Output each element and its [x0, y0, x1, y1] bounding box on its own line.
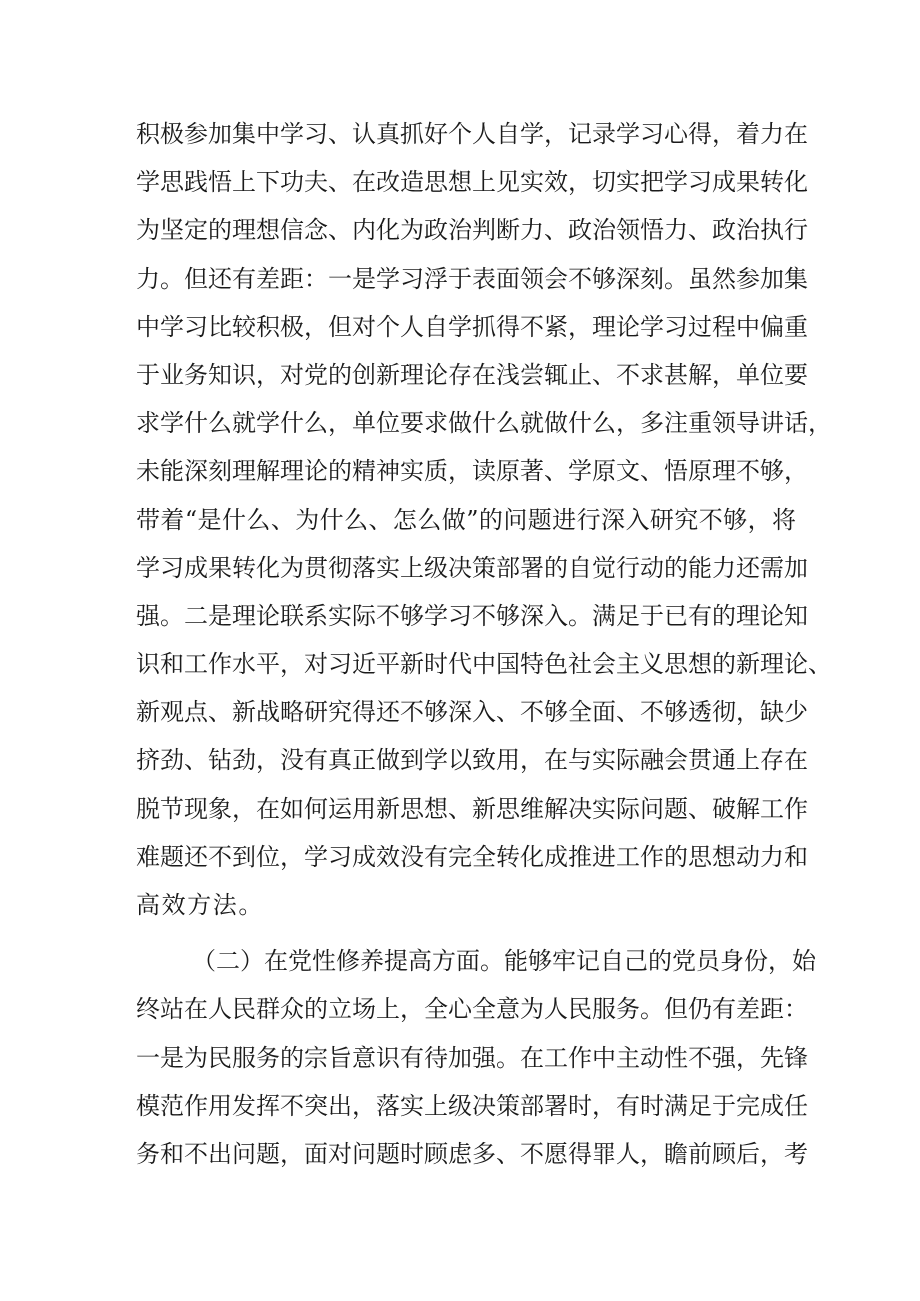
text-line: 带着“是什么、为什么、怎么做”的问题进行深入研究不够，将 [136, 505, 796, 534]
text-line: 学思践悟上下功夫、在改造思想上见实效，切实把学习成果转化 [136, 168, 808, 197]
text-line: 求学什么就学什么，单位要求做什么就做什么，多注重领导讲话， [136, 409, 832, 438]
paragraph-1 [136, 110, 832, 929]
document-body [136, 110, 832, 1178]
text-line: 脱节现象，在如何运用新思想、新思维解决实际问题、破解工作 [136, 794, 808, 823]
text-line: 学习成果转化为贯彻落实上级决策部署的自觉行动的能力还需加 [136, 553, 808, 582]
text-line: 力。但还有差距：一是学习浮于表面领会不够深刻。虽然参加集 [136, 264, 808, 293]
text-line: 高效方法。 [136, 891, 264, 919]
text-line: 挤劲、钻劲，没有真正做到学以致用，在与实际融会贯通上存在 [136, 746, 808, 775]
text-line: 务和不出问题，面对问题时顾虑多、不愿得罪人，瞻前顾后，考 [136, 1139, 808, 1168]
paragraph-gap [136, 929, 796, 937]
text-line: 难题还不到位，学习成效没有完全转化成推进工作的思想动力和 [136, 842, 808, 871]
text-line: 中学习比较积极，但对个人自学抓得不紧，理论学习过程中偏重 [136, 312, 808, 341]
paragraph-2 [136, 937, 816, 1178]
text-line: 模范作用发挥不突出，落实上级决策部署时，有时满足于完成任 [136, 1091, 808, 1120]
text-line: 识和工作水平，对习近平新时代中国特色社会主义思想的新理论、 [136, 650, 832, 679]
text-line: 强。二是理论联系实际不够学习不够深入。满足于已有的理论知 [136, 601, 808, 630]
text-line: 新观点、新战略研究得还不够深入、不够全面、不够透彻，缺少 [136, 698, 808, 727]
text-line: 未能深刻理解理论的精神实质，读原著、学原文、悟原理不够， [136, 457, 808, 486]
text-line: 为坚定的理想信念、内化为政治判断力、政治领悟力、政治执行 [136, 216, 808, 245]
text-line: 一是为民服务的宗旨意识有待加强。在工作中主动性不强，先锋 [136, 1043, 808, 1072]
text-line: 于业务知识，对党的创新理论存在浅尝辄止、不求甚解，单位要 [136, 360, 808, 389]
text-line: （二）在党性修养提高方面。能够牢记自己的党员身份，始 [192, 947, 816, 976]
text-line: 终站在人民群众的立场上，全心全意为人民服务。但仍有差距： [136, 995, 808, 1024]
text-line: 积极参加集中学习、认真抓好个人自学，记录学习心得，着力在 [136, 120, 808, 148]
